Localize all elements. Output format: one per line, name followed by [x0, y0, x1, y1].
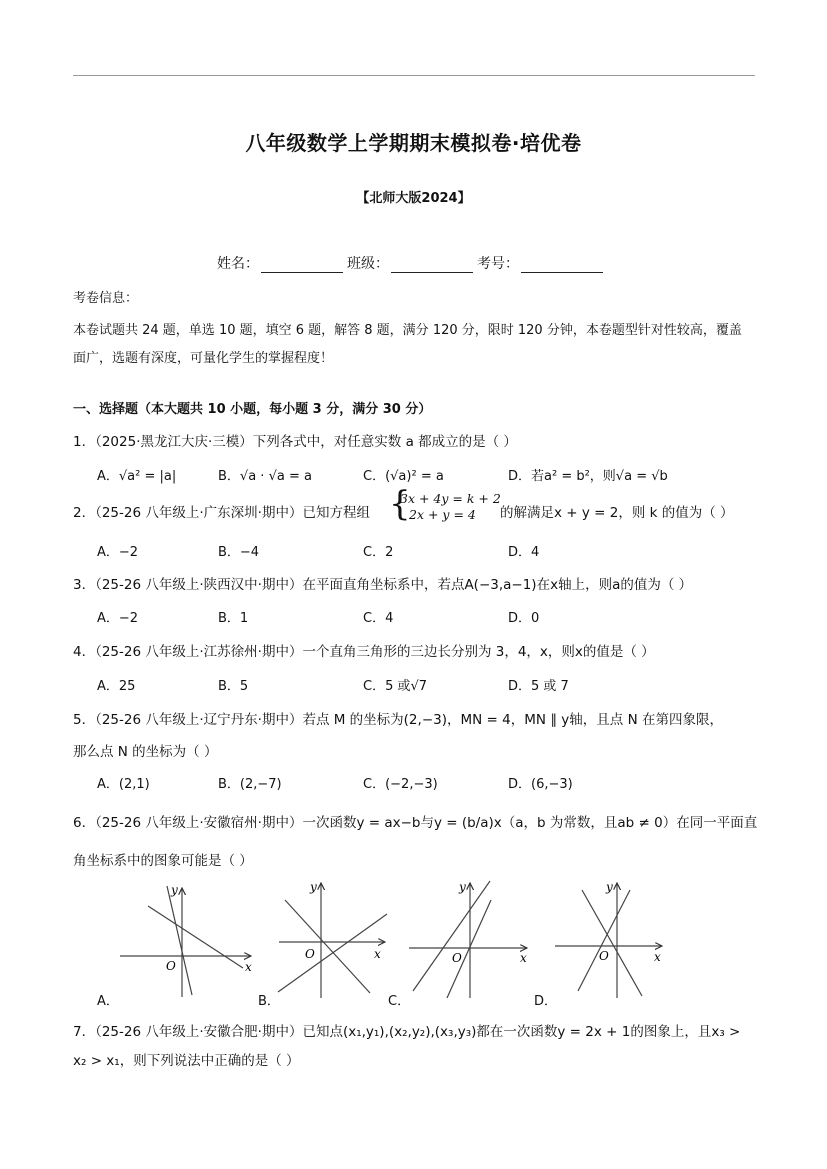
y-axis-label: y — [606, 880, 613, 894]
graph-c[interactable] — [405, 878, 535, 1000]
name-field[interactable] — [261, 258, 343, 273]
equation-system — [389, 484, 504, 525]
class-field[interactable] — [391, 258, 473, 273]
name-label: 姓名： — [217, 256, 259, 272]
question-2-stem-post: 的解满足x + y = 2，则 k 的值为（ ） — [500, 505, 734, 521]
q3-option-a[interactable]: A．−2 — [97, 611, 139, 626]
graph-a[interactable] — [115, 882, 265, 1000]
question-7-stem: 7．（25-26 八年级上·安徽合肥·期中）已知点(x₁,y₁),(x₂,y₂),(x₃,y₃)都在一次函数y = 2x + 1的图象上，且x₃ > — [73, 1024, 741, 1040]
origin-label: O — [166, 959, 176, 973]
id-field[interactable] — [521, 258, 603, 273]
x-axis-label: x — [520, 951, 527, 965]
x-axis-label: x — [245, 960, 252, 974]
equation-line-2: 2x + y = 4 — [409, 507, 476, 522]
question-7-stem-line2: x₂ > x₁，则下列说法中正确的是（ ） — [73, 1053, 300, 1069]
q1-option-b[interactable]: B．√a · √a = a — [218, 469, 312, 484]
line-2 — [278, 914, 387, 992]
line-1 — [285, 900, 370, 993]
q2-option-c[interactable]: C．2 — [363, 545, 394, 560]
question-2-stem-pre: 2．（25-26 八年级上·广东深圳·期中）已知方程组 — [73, 505, 370, 521]
id-label: 考号： — [477, 256, 519, 272]
q1-option-a[interactable]: A．√a² = |a| — [97, 469, 177, 484]
brace-icon: { — [389, 484, 411, 524]
q3-option-d[interactable]: D．0 — [508, 611, 540, 626]
q5-option-a[interactable]: A．(2,1) — [97, 777, 150, 792]
question-5-stem-line2: 那么点 N 的坐标为（ ） — [73, 744, 218, 760]
q6-option-a[interactable]: A． — [97, 994, 119, 1009]
line-1 — [413, 881, 490, 991]
origin-label: O — [599, 949, 609, 963]
exam-info-heading: 考卷信息： — [73, 291, 139, 306]
q5-option-d[interactable]: D．(6,−3) — [508, 777, 573, 792]
exam-info-line1: 本卷试题共 24 题，单选 10 题，填空 6 题，解答 8 题，满分 120 分，限时 120 分钟，本卷题型针对性较高，覆盖 — [73, 323, 742, 338]
q1-option-c[interactable]: C．(√a)² = a — [363, 469, 444, 484]
q6-option-c[interactable]: C． — [388, 994, 411, 1009]
q6-option-b[interactable]: B． — [258, 994, 280, 1009]
exam-title: 八年级数学上学期期末模拟卷·培优卷 — [245, 131, 582, 155]
student-info-row — [217, 253, 607, 273]
header-rule — [73, 75, 755, 76]
q4-option-b[interactable]: B．5 — [218, 679, 249, 694]
exam-info-line2: 面广，选题有深度，可量化学生的掌握程度！ — [73, 351, 334, 366]
q2-option-d[interactable]: D．4 — [508, 545, 540, 560]
line-2 — [447, 900, 491, 998]
exam-edition: 【北师大版2024】 — [356, 191, 471, 206]
line-2 — [578, 890, 630, 991]
q4-option-a[interactable]: A．25 — [97, 679, 136, 694]
q5-option-c[interactable]: C．(−2,−3) — [363, 777, 438, 792]
x-axis-label: x — [374, 947, 381, 961]
question-1-stem: 1．（2025·黑龙江大庆·三模）下列各式中，对任意实数 a 都成立的是（ ） — [73, 434, 517, 450]
class-label: 班级： — [347, 256, 389, 272]
x-axis-label: x — [654, 950, 661, 964]
q2-option-a[interactable]: A．−2 — [97, 545, 139, 560]
line-1 — [148, 906, 243, 968]
question-5-stem: 5．（25-26 八年级上·辽宁丹东·期中）若点 M 的坐标为(2,−3)，MN = 4，MN ∥ y轴，且点 N 在第四象限， — [73, 712, 723, 728]
origin-label: O — [452, 951, 462, 965]
y-axis-label: y — [171, 883, 178, 897]
q4-option-c[interactable]: C．5 或√7 — [363, 679, 428, 694]
graph-d[interactable] — [552, 878, 670, 1000]
y-axis-label: y — [459, 880, 466, 894]
q6-option-d[interactable]: D． — [534, 994, 558, 1009]
y-axis-label: y — [310, 880, 317, 894]
q5-option-b[interactable]: B．(2,−7) — [218, 777, 282, 792]
q1-option-d[interactable]: D．若a² = b²，则√a = √b — [508, 469, 668, 484]
question-3-stem: 3．（25-26 八年级上·陕西汉中·期中）在平面直角坐标系中，若点A(−3,a−1)在x轴上，则a的值为（ ） — [73, 577, 693, 593]
line-1 — [582, 890, 642, 996]
q2-option-b[interactable]: B．−4 — [218, 545, 260, 560]
q3-option-c[interactable]: C．4 — [363, 611, 394, 626]
graph-b[interactable] — [275, 878, 395, 1000]
origin-label: O — [305, 947, 315, 961]
q4-option-d[interactable]: D．5 或 7 — [508, 679, 569, 694]
section-heading: 一、选择题（本大题共 10 小题，每小题 3 分，满分 30 分） — [73, 402, 432, 417]
question-6-stem: 6．（25-26 八年级上·安徽宿州·期中）一次函数y = ax−b与y = (b/a)x（a，b 为常数，且ab ≠ 0）在同一平面直 — [73, 815, 758, 831]
line-2 — [167, 886, 192, 995]
q3-option-b[interactable]: B．1 — [218, 611, 249, 626]
question-4-stem: 4．（25-26 八年级上·江苏徐州·期中）一个直角三角形的三边长分别为 3，4，x，则x的值是（ ） — [73, 644, 655, 660]
question-6-stem-line2: 角坐标系中的图象可能是（ ） — [73, 853, 253, 869]
equation-line-1: 3x + 4y = k + 2 — [400, 491, 501, 506]
